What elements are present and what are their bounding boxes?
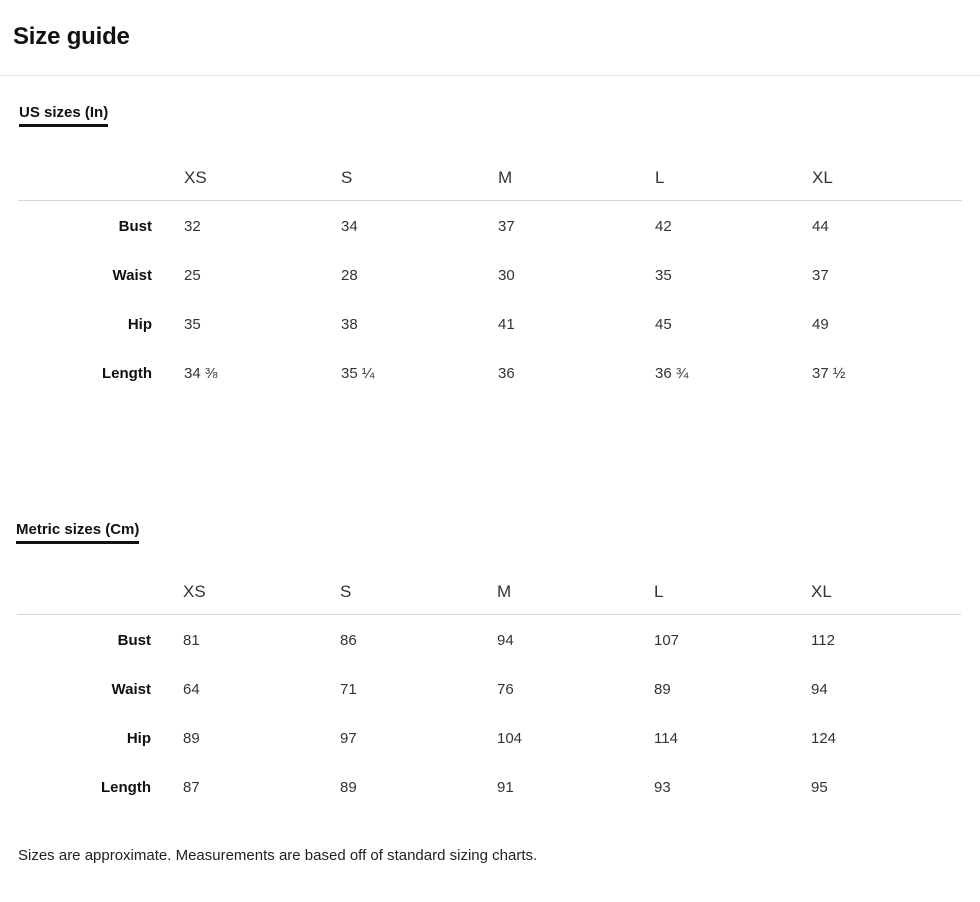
table-cell: 30 (498, 267, 515, 284)
table-cell: 95 (811, 779, 828, 796)
table-cell: 112 (811, 632, 835, 649)
table-cell: 35 ¼ (341, 365, 375, 382)
size-header-m: M (497, 582, 512, 601)
table-cell: 64 (183, 681, 200, 698)
row-label-waist: Waist (111, 681, 151, 698)
table-row (18, 201, 962, 250)
size-header-s: S (340, 582, 352, 601)
size-header-l: L (654, 582, 664, 601)
table-row (17, 664, 961, 713)
table-header-row (17, 566, 961, 615)
table-row (18, 250, 962, 299)
table-cell: 94 (497, 632, 514, 649)
table-cell: 37 (498, 218, 515, 235)
table-row (18, 299, 962, 348)
us-size-table (18, 152, 962, 397)
table-header-row (18, 152, 962, 201)
table-cell: 91 (497, 779, 514, 796)
table-cell: 71 (340, 681, 357, 698)
header-divider (0, 75, 980, 76)
table-row (18, 348, 962, 397)
metric-size-table (17, 566, 961, 811)
table-cell: 97 (340, 730, 357, 747)
table-cell: 81 (183, 632, 200, 649)
page-title: Size guide (13, 23, 130, 50)
table-cell: 36 ¾ (655, 365, 689, 382)
table-cell: 25 (184, 267, 201, 284)
table-row (17, 615, 961, 664)
table-cell: 107 (654, 632, 680, 649)
table-row (17, 713, 961, 762)
table-cell: 124 (811, 730, 837, 747)
table-cell: 44 (812, 218, 829, 235)
size-header-xl: XL (812, 168, 833, 187)
size-header-xs: XS (183, 582, 206, 601)
row-label-hip: Hip (127, 316, 152, 333)
table-cell: 37 (812, 267, 829, 284)
table-cell: 93 (654, 779, 671, 796)
table-row (17, 762, 961, 811)
table-cell: 89 (183, 730, 200, 747)
size-header-s: S (341, 168, 353, 187)
row-label-length: Length (101, 779, 151, 796)
table-cell: 42 (655, 218, 672, 235)
row-label-bust: Bust (118, 218, 152, 235)
table-cell: 35 (655, 267, 672, 284)
table-cell: 34 (341, 218, 358, 235)
table-cell: 34 ⅜ (184, 365, 218, 382)
size-header-m: M (498, 168, 513, 187)
size-header-xs: XS (184, 168, 207, 187)
table-cell: 32 (184, 218, 201, 235)
table-cell: 49 (812, 316, 829, 333)
table-cell: 38 (341, 316, 358, 333)
size-header-l: L (655, 168, 665, 187)
table-cell: 45 (655, 316, 672, 333)
table-cell: 35 (184, 316, 201, 333)
table-cell: 76 (497, 681, 514, 698)
table-cell: 114 (654, 730, 678, 747)
table-cell: 94 (811, 681, 828, 698)
table-cell: 37 ½ (812, 365, 846, 382)
table-cell: 104 (497, 730, 523, 747)
table-cell: 87 (183, 779, 200, 796)
footnote: Sizes are approximate. Measurements are based off of standard sizing charts. (18, 847, 538, 864)
table-cell: 41 (498, 316, 515, 333)
table-cell: 89 (340, 779, 357, 796)
row-label-length: Length (102, 365, 152, 382)
row-label-hip: Hip (126, 730, 151, 747)
tab-metric-sizes[interactable]: Metric sizes (Cm) (16, 521, 139, 544)
tab-us-sizes[interactable]: US sizes (In) (19, 104, 108, 127)
row-label-bust: Bust (117, 632, 151, 649)
table-cell: 89 (654, 681, 671, 698)
size-header-xl: XL (811, 582, 832, 601)
table-cell: 86 (340, 632, 357, 649)
table-cell: 28 (341, 267, 358, 284)
row-label-waist: Waist (112, 267, 152, 284)
table-cell: 36 (498, 365, 515, 382)
